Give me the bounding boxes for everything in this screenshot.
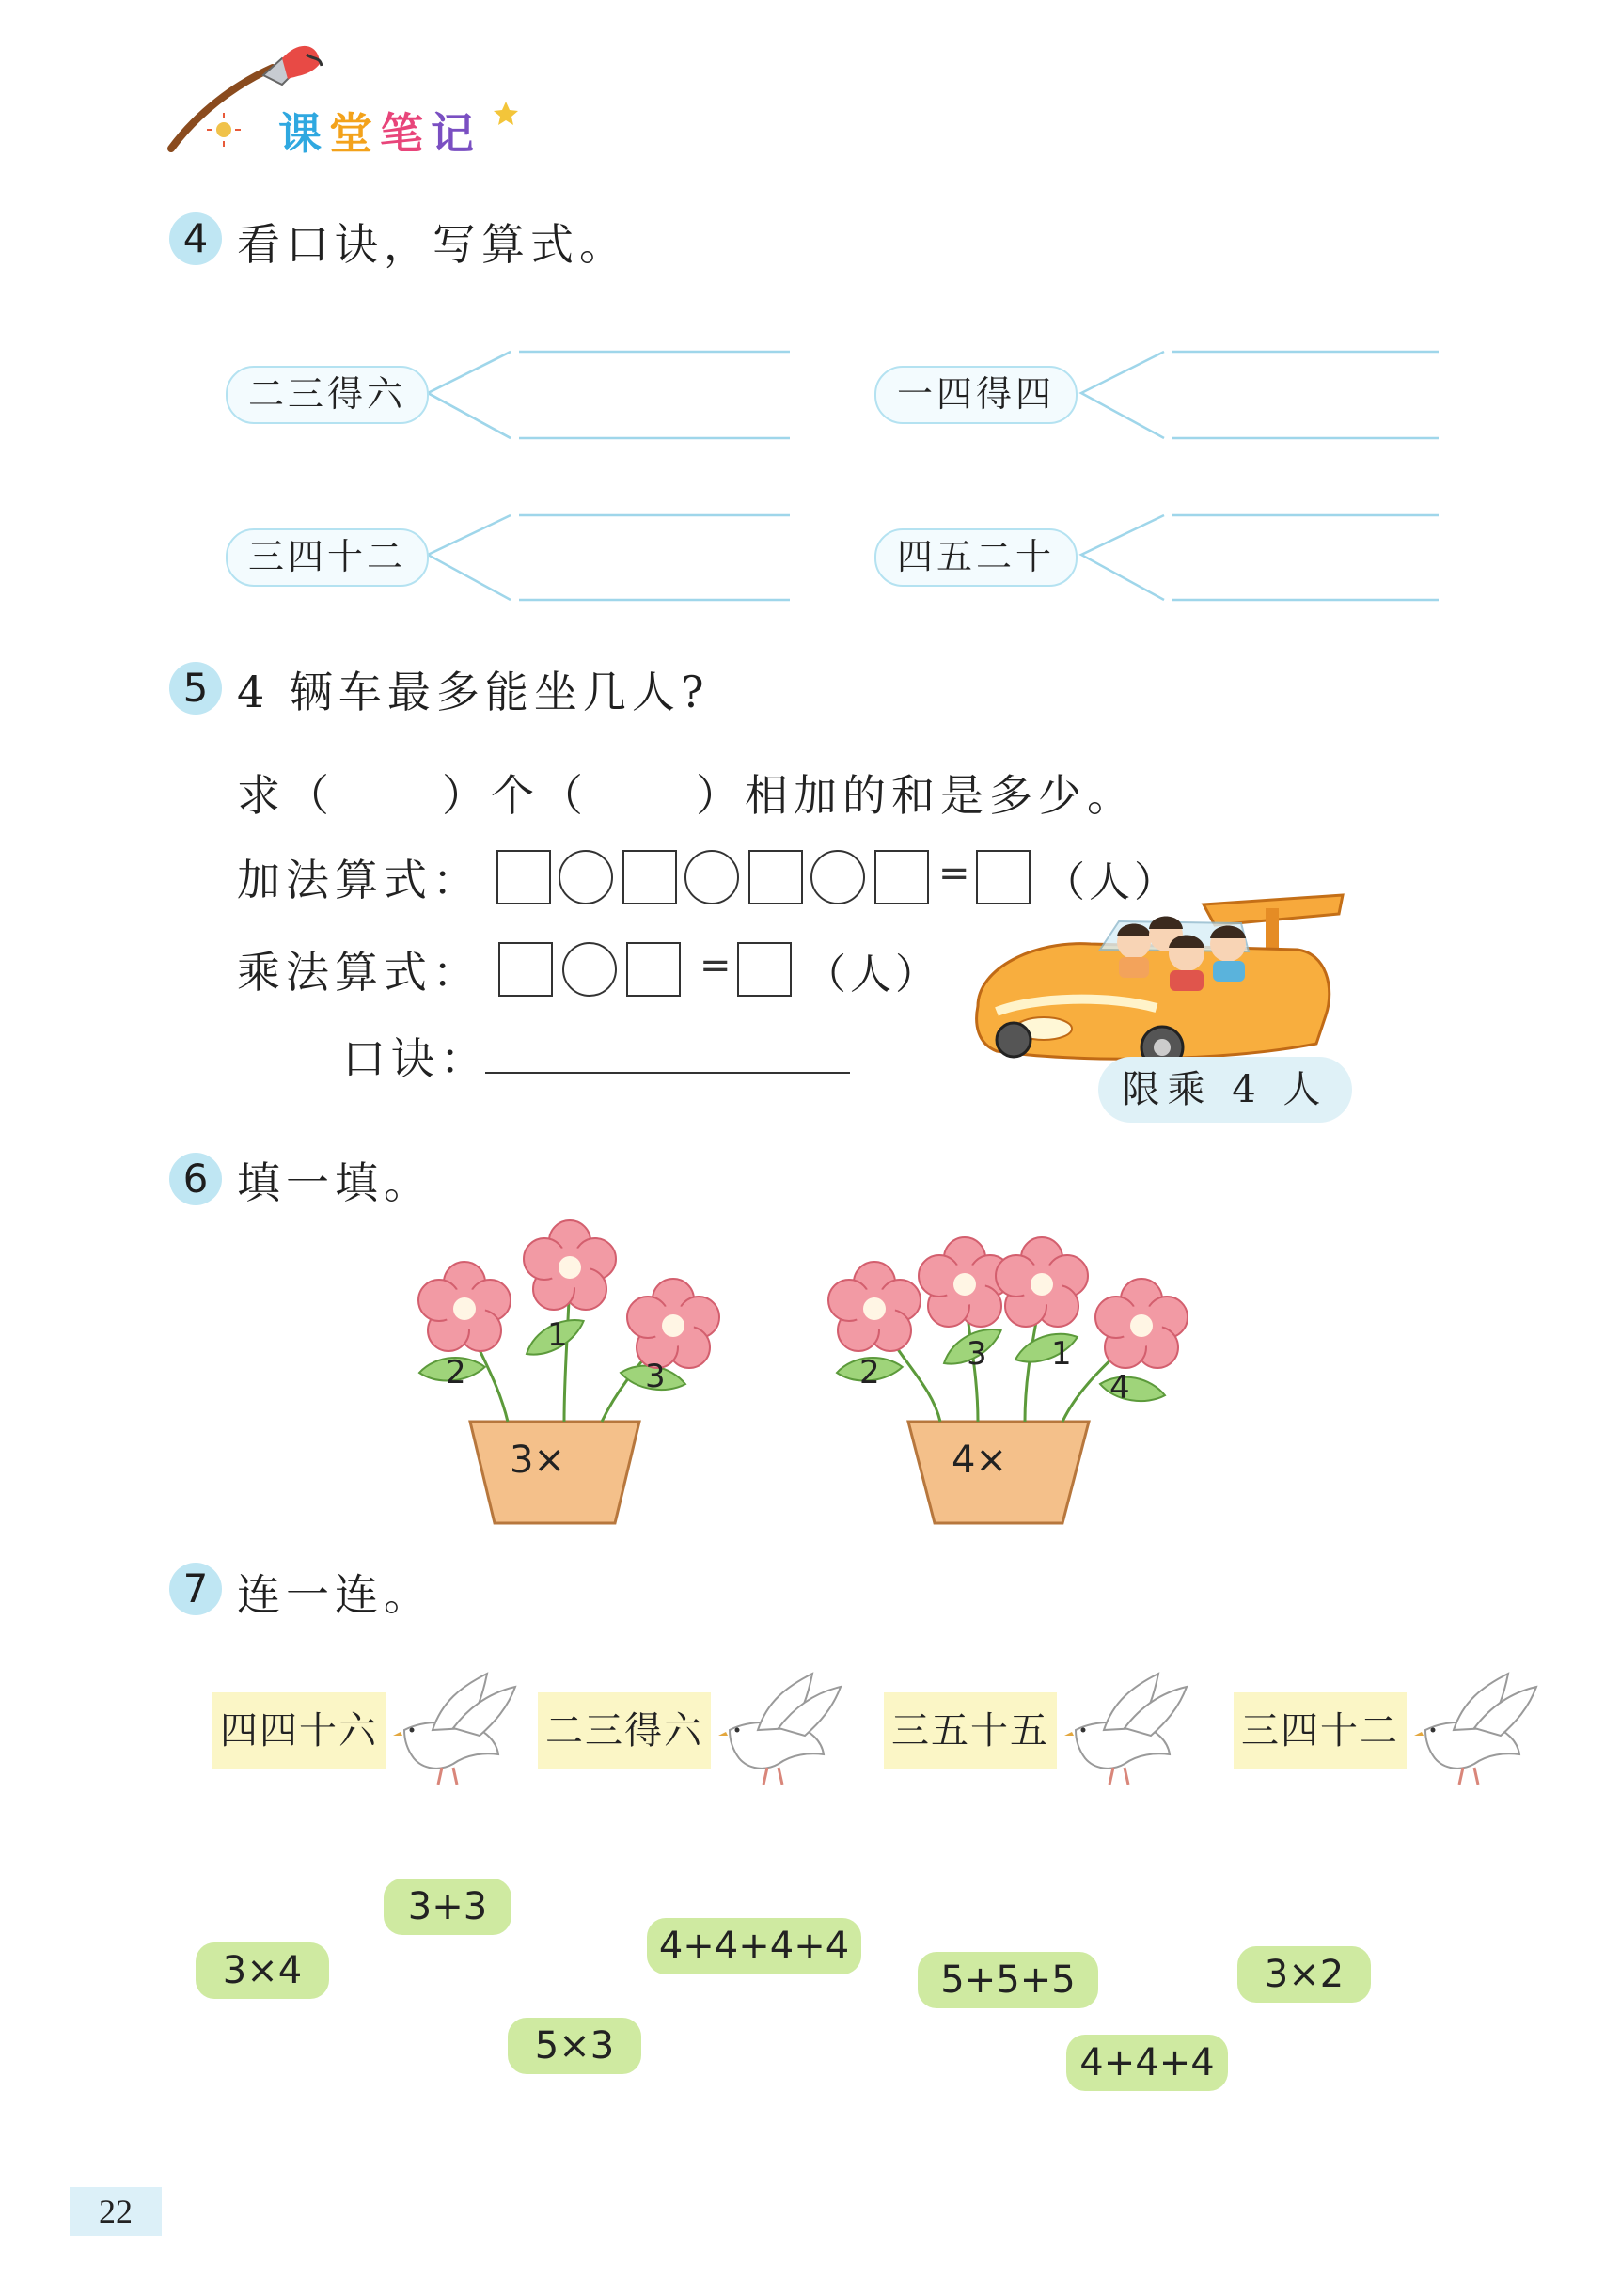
unit-label: （人） (805, 951, 940, 999)
leaf-number: 2 (859, 1354, 880, 1392)
pot-1-label: 3× (510, 1439, 565, 1482)
q5-number: 5 (169, 662, 222, 715)
dove-chant-card[interactable]: 三五十五 (884, 1692, 1057, 1769)
q5-ask-part2: ）个（ (442, 770, 589, 821)
expression-card[interactable]: 3×2 (1237, 1946, 1371, 2003)
leaf-number: 2 (446, 1354, 466, 1392)
equals-sign: = (938, 852, 970, 895)
leaf-number: 1 (1051, 1335, 1072, 1373)
header-char-2: 堂 (329, 108, 380, 159)
q5-ask-part1: 求（ (237, 770, 335, 821)
expression-card[interactable]: 5×3 (508, 2018, 641, 2074)
q4-chant-4: 四五二十 (874, 528, 1078, 587)
dove-chant-card[interactable]: 三四十二 (1234, 1692, 1407, 1769)
q5-ask-part3: ）相加的和是多少。 (696, 770, 1136, 821)
leaf-number: 3 (967, 1335, 987, 1373)
q4-chant-1: 二三得六 (226, 366, 429, 424)
expression-card[interactable]: 4+4+4+4 (647, 1918, 861, 1974)
unit-label: （人） (1044, 858, 1179, 906)
q5-multiplication-label: 乘法算式： (237, 947, 481, 998)
q7-title: 连一连。 (237, 1569, 433, 1620)
q5-rhyme-label: 口诀： (342, 1033, 489, 1084)
q6-number: 6 (169, 1153, 222, 1205)
header-char-3: 笔 (380, 108, 431, 159)
header-char-4: 记 (431, 108, 481, 159)
page-number: 22 (70, 2187, 162, 2236)
expression-card[interactable]: 4+4+4 (1066, 2035, 1228, 2091)
dove-chant-card[interactable]: 四四十六 (212, 1692, 386, 1769)
q7-number: 7 (169, 1563, 222, 1615)
dove-chant-card[interactable]: 二三得六 (538, 1692, 711, 1769)
expression-card[interactable]: 3×4 (196, 1942, 329, 1999)
q5-title: 4 辆车最多能坐几人? (237, 667, 710, 717)
expression-card[interactable]: 5+5+5 (918, 1952, 1098, 2008)
leaf-number: 4 (1109, 1369, 1130, 1407)
q5-addition-label: 加法算式： (237, 855, 481, 905)
q4-chant-3: 三四十二 (226, 528, 429, 587)
q4-number: 4 (169, 212, 222, 265)
q4-chant-2: 一四得四 (874, 366, 1078, 424)
header-char-1: 课 (278, 108, 329, 159)
q6-title: 填一填。 (237, 1157, 433, 1208)
car-sign: 限乘 4 人 (1098, 1057, 1352, 1123)
q4-title: 看口诀，写算式。 (237, 219, 628, 270)
leaf-number: 3 (645, 1358, 666, 1395)
expression-card[interactable]: 3+3 (384, 1879, 511, 1935)
pot-2-label: 4× (952, 1439, 1007, 1482)
equals-sign: = (700, 944, 732, 987)
leaf-number: 1 (547, 1316, 568, 1354)
